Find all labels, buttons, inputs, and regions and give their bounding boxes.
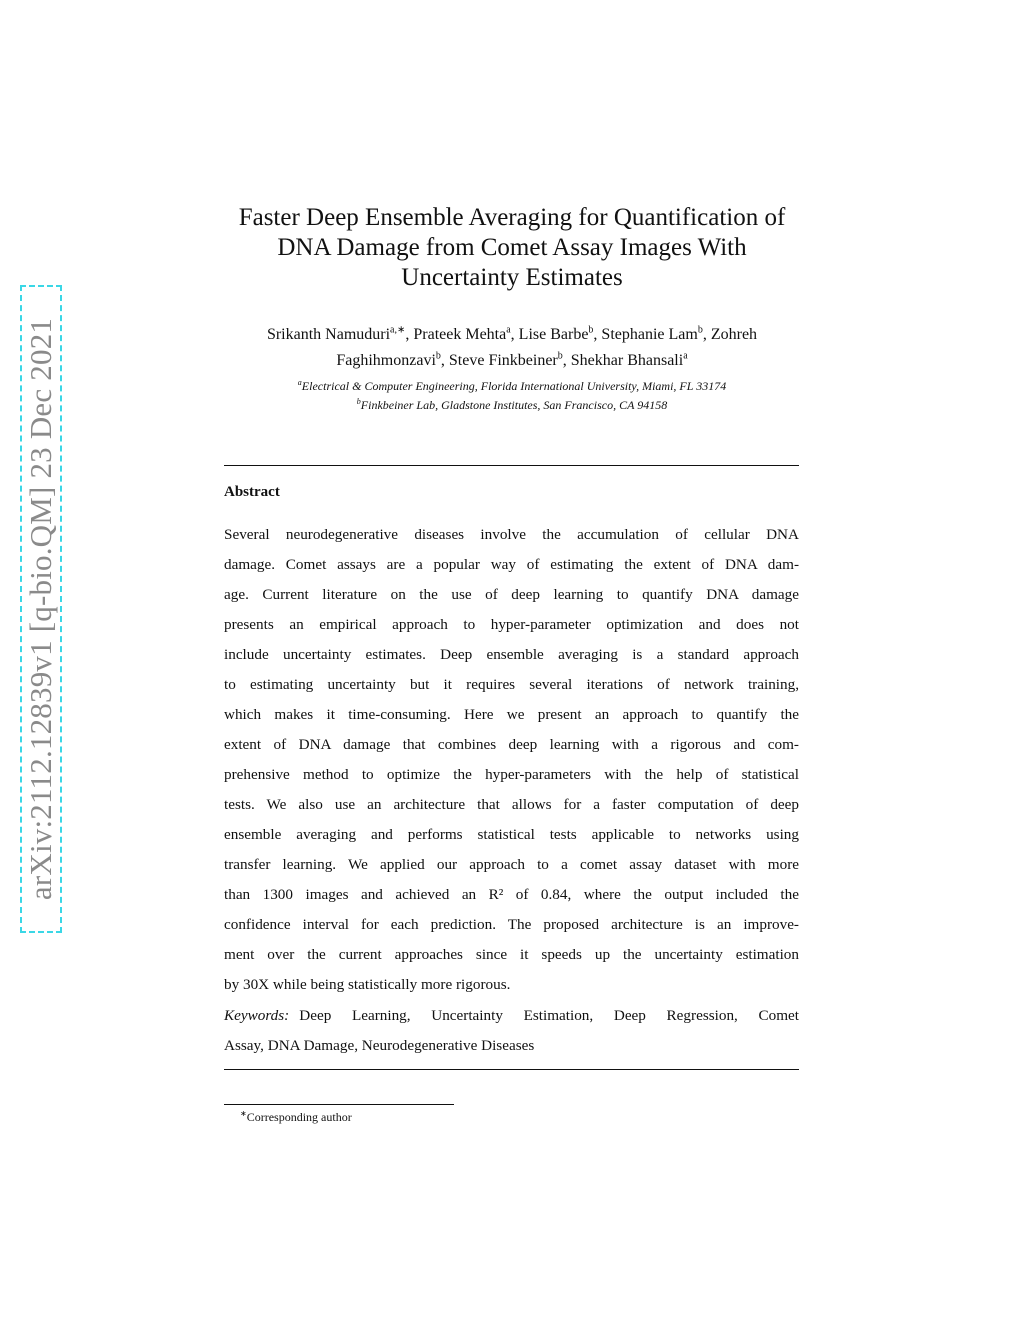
- title-line: Faster Deep Ensemble Averaging for Quantification of: [238, 204, 786, 231]
- arxiv-identifier-text: arXiv:2112.12839v1 [q-bio.QM] 23 Dec 2021: [23, 317, 58, 901]
- author: Srikanth Namuduri$^{a,∗}$,: [266, 325, 414, 344]
- abstract-line: prehensive method to optimize the hyper-parameters with the help of statistical: [224, 766, 799, 783]
- title-line: DNA Damage from Comet Assay Images With: [277, 234, 747, 261]
- author: Prateek Mehta$^a$,: [413, 325, 519, 344]
- author-list: [215, 320, 809, 371]
- abstract-line: confidence interval for each prediction. The proposed architecture is an improve-: [224, 916, 799, 933]
- affiliation: $^a$Electrical & Computer Engineering, Florida International University, Miami, FL 33174: [297, 378, 727, 393]
- abstract-line: ensemble averaging and performs statistical tests applicable to networks using: [224, 826, 799, 843]
- keywords-line: Assay, DNA Damage, Neurodegenerative Diseases: [224, 1037, 535, 1054]
- author: Stephanie Lam$^b$,: [601, 325, 711, 344]
- author: Zohreh Faghihmonzavi$^b$,: [336, 326, 758, 369]
- paper-title: [200, 203, 824, 293]
- abstract-line: extent of DNA damage that combines deep learning with a rigorous and com-: [224, 736, 799, 753]
- abstract-line: age. Current literature on the use of deep learning to quantify DNA damage: [224, 586, 799, 603]
- author: Lise Barbe$^b$,: [518, 325, 602, 344]
- abstract-line: Several neurodegenerative diseases involve the accumulation of cellular DNA: [224, 526, 799, 543]
- author: Steve Finkbeiner$^b$,: [448, 350, 571, 369]
- affiliations: [200, 375, 824, 413]
- abstract-top-rule: [224, 465, 799, 466]
- footnote-corresponding-author: ∗Corresponding author: [240, 1109, 352, 1124]
- keywords-label: Keywords:: [224, 1007, 290, 1024]
- keywords-line: Keywords: Deep Learning, Uncertainty Estimation, Deep Regression, Comet: [224, 1007, 799, 1024]
- abstract-line: presents an empirical approach to hyper-parameter optimization and does not: [224, 616, 799, 633]
- abstract-line: transfer learning. We applied our approach to a comet assay dataset with more: [224, 856, 799, 873]
- footnote-rule: [224, 1104, 454, 1105]
- abstract-heading: Abstract: [224, 484, 280, 500]
- affiliation: $^b$Finkbeiner Lab, Gladstone Institutes, San Francisco, CA 94158: [356, 397, 668, 412]
- abstract-body: [224, 520, 799, 1000]
- abstract-line: which makes it time-consuming. Here we present an approach to quantify the: [224, 706, 799, 723]
- abstract-line: include uncertainty estimates. Deep ensemble averaging is a standard approach: [224, 646, 799, 663]
- arxiv-identifier-stamp[interactable]: [20, 285, 62, 933]
- keywords: [224, 1001, 799, 1061]
- abstract-line: ment over the current approaches since it speeds up the uncertainty estimation: [224, 946, 799, 963]
- abstract-line: tests. We also use an architecture that allows for a faster computation of deep: [224, 796, 799, 813]
- abstract-bottom-rule: [224, 1069, 799, 1070]
- abstract-line: damage. Comet assays are a popular way of estimating the extent of DNA dam-: [224, 556, 799, 573]
- title-line: Uncertainty Estimates: [401, 264, 623, 291]
- abstract-line: than 1300 images and achieved an R² of 0.84, where the output included the: [224, 886, 799, 903]
- author: Shekhar Bhansali$^a$: [570, 350, 688, 369]
- abstract-line: to estimating uncertainty but it requires several iterations of network training,: [224, 676, 799, 693]
- abstract-line: by 30X while being statistically more rigorous.: [224, 976, 511, 993]
